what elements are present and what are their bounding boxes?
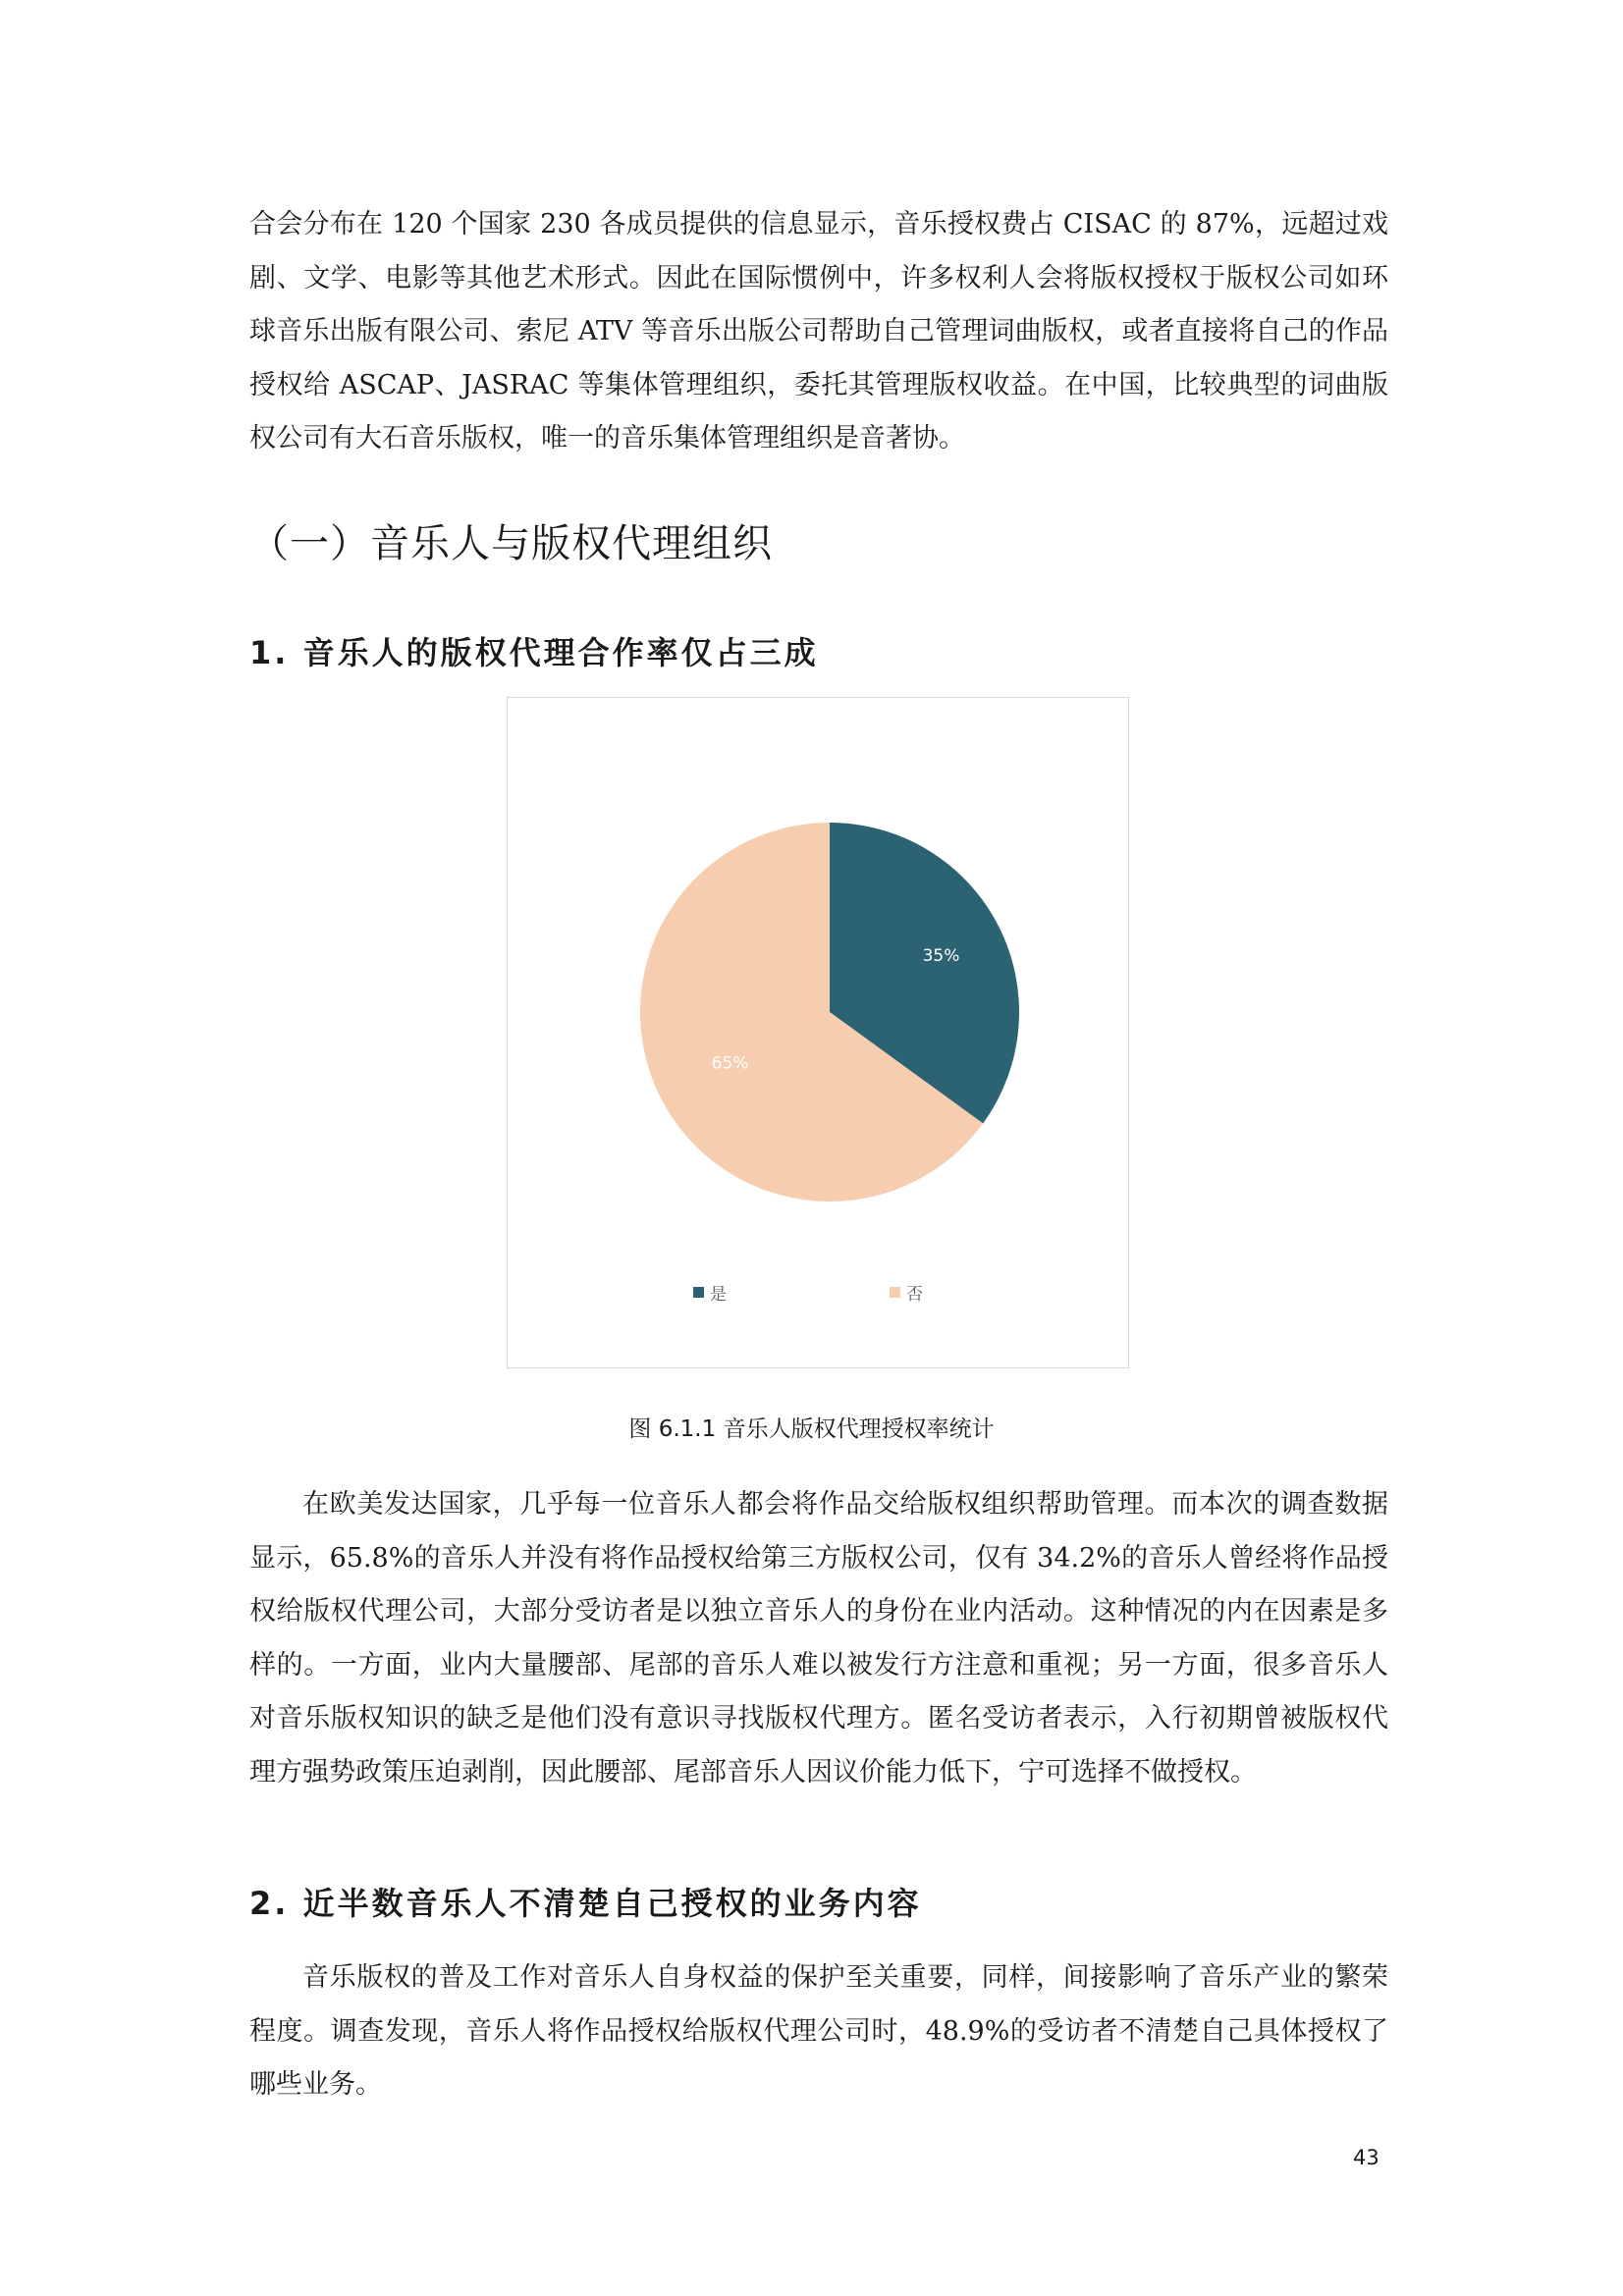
intro-paragraph: 合会分布在 120 个国家 230 各成员提供的信息显示，音乐授权费占 CISAC 的 87%，远超过戏剧、文学、电影等其他艺术形式。因此在国际惯例中，许多权利人会将版权授权于版权公司如环球音乐出版有限公司、索尼 ATV 等音乐出版公司帮助自己管理词曲版权，或者直接将自己的作品授权给 ASCAP、JASRAC 等集体管理组织，委托其管理版权收益。在中国，比较典型的词曲版权公司有大石音乐版权，唯一的音乐集体管理组织是音著协。 — [249, 209, 1388, 454]
subheading-1: 1. 音乐人的版权代理合作率仅占三成 — [249, 634, 819, 671]
analysis-paragraph: 在欧美发达国家，几乎每一位音乐人都会将作品交给版权组织帮助管理。而本次的调查数据显示，65.8%的音乐人并没有将作品授权给第三方版权公司，仅有 34.2%的音乐人曾经将作品授权给版权代理公司，大部分受访者是以独立音乐人的身份在业内活动。这种情况的内在因素是多样的。一方面，业内大量腰部、尾部的音乐人难以被发行方注意和重视；另一方面，很多音乐人对音乐版权知识的缺乏是他们没有意识寻找版权代理方。匿名受访者表示，入行初期曾被版权代理方强势政策压迫剥削，因此腰部、尾部音乐人因议价能力低下，宁可选择不做授权。 — [249, 1489, 1388, 1788]
pie-chart — [508, 698, 1130, 1369]
closing-paragraph: 音乐版权的普及工作对音乐人自身权益的保护至关重要，同样，间接影响了音乐产业的繁荣程度。调查发现，音乐人将作品授权给版权代理公司时，48.9%的受访者不清楚自己具体授权了哪些业务。 — [249, 1962, 1388, 2100]
legend-label-no: 否 — [906, 1285, 923, 1305]
figure-caption: 图 6.1.1 音乐人版权代理授权率统计 — [628, 1416, 995, 1442]
legend-item-yes — [693, 1280, 727, 1305]
page-number: 43 — [1353, 2146, 1380, 2169]
legend-item-no — [890, 1280, 923, 1305]
legend-swatch-no — [890, 1287, 900, 1298]
legend-label-yes: 是 — [710, 1285, 727, 1305]
pie-label-1: 65% — [711, 1053, 749, 1074]
pie-label-0: 35% — [922, 946, 960, 967]
subheading-2: 2. 近半数音乐人不清楚自己授权的业务内容 — [249, 1885, 922, 1922]
pie-chart-frame — [507, 697, 1129, 1368]
section-heading: （一）音乐人与版权代理组织 — [249, 521, 773, 566]
legend-swatch-yes — [693, 1287, 704, 1298]
